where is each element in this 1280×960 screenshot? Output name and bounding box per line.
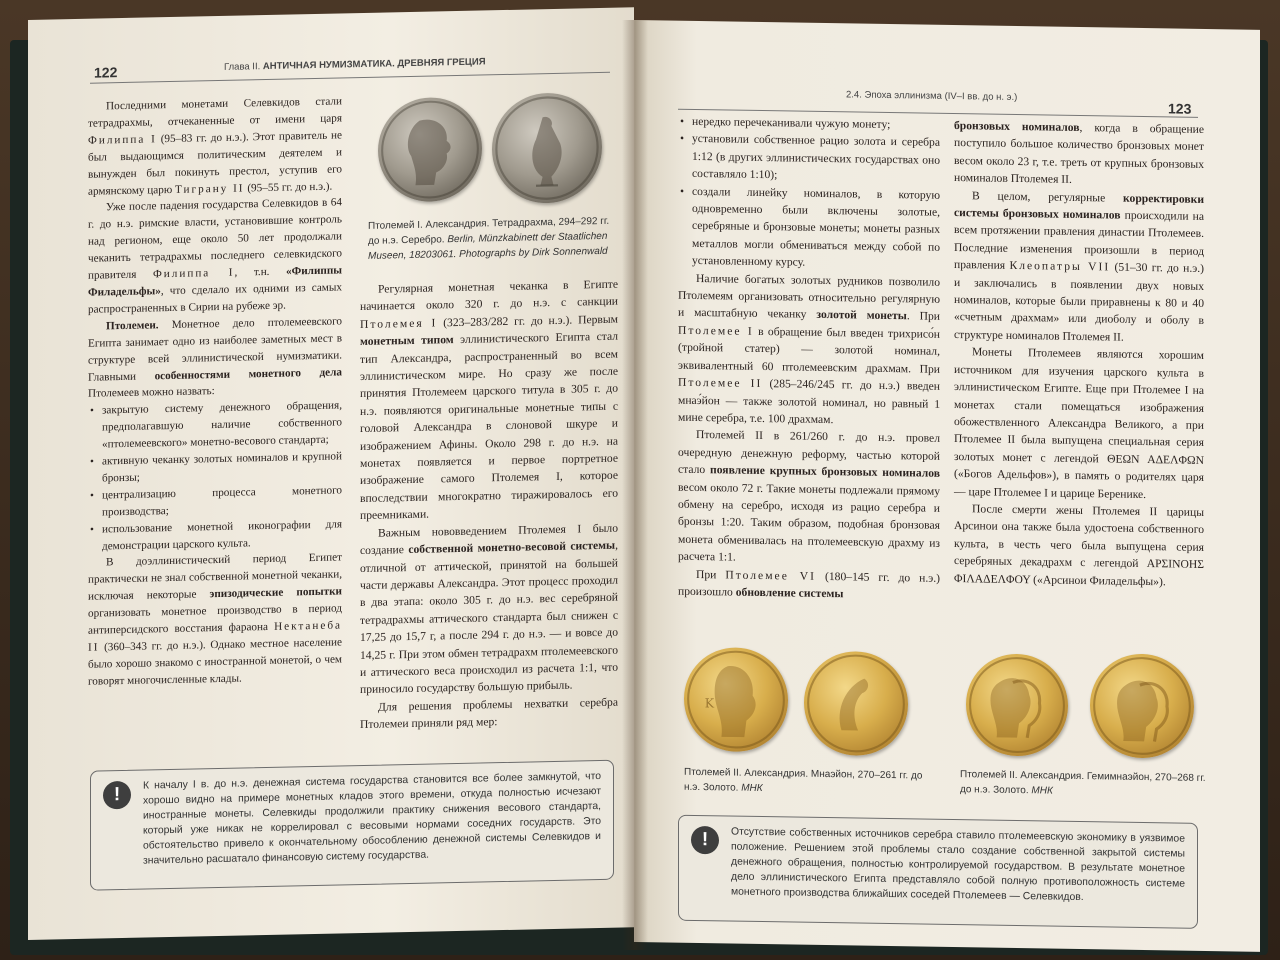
right-column-2	[954, 117, 1204, 591]
paragraph: бронзовых номиналов, когда в обращение поступило большое количество бронзовых монет весом около 23 г, т.е. треть от крупных бронзовых номиналов Птолемея II.	[954, 119, 1205, 187]
feature-list	[88, 398, 342, 555]
paragraph: Наличие богатых золотых рудников позволило Птолемеям организовать относительно регулярную и масштабную чеканку золотой монеты. При Птолемее I в обращение был введен трихрисо́н (тройной статер) — золотой номинал, эквивалентный 60 птолемеевским драхмам. При Птолемее II (285–246/245 гг. до н.э.) введен мнаэ́йон — также золотой номинал, но равный 1 мине серебра, т.е. 100 драхмам.	[678, 271, 941, 427]
paragraph: В доэллинистический период Египет практически не знал собственной монетной чеканки, исключая некоторые эпизодические попытки организовать монетное производство в период антиперсидского восстания фараона Нектанеба II (360–343 гг. до н.э.). Однако местное население было хорошо знакомо с иностранной монетой, о чем говорят многочисленные клады.	[88, 551, 342, 688]
paragraph: Птолемей II в 261/260 г. до н.э. провел очередную денежную реформу, частью которой стало появление крупных бронзовых номиналов весом около 72 г. Такие монеты подлежали прямому обмену на серебро, исходя из рацио серебра и бронзы 1:20. Таким образом, подобная бронзовая монета обменивалась на птолемеевскую драхму из расчета 1:1.	[678, 428, 940, 564]
running-head	[224, 56, 486, 72]
paragraph: При Птолемее VI (180–145 гг. до н.э.) произошло обновление системы	[678, 567, 940, 601]
cornucopia-reverse-coin	[804, 651, 908, 757]
exclamation-icon: !	[103, 781, 131, 810]
list-item: • установили собственное рацио золота и серебра 1:12 (в других эллинистических государствах оно составляло 1:10);	[692, 130, 940, 186]
ptolemy-portrait-coin	[378, 96, 482, 202]
note-box	[90, 760, 614, 891]
paragraph: В целом, регулярные корректировки системы бронзовых номиналов происходили на всем протяжении правления династии Птолемеев. Последние изменения произошли в период правления Клеопатры VII (51–30 гг. до н.э.) и заключались в появлении двух новых номиналов, которые были приравнены к 80 и 40 «счетным драхмам» или диоболу и оболу в структуре номиналов Птолемея II.	[954, 188, 1204, 344]
paragraph: Монеты Птолемеев являются хорошим источником для изучения царского культа в эллинистическом Египте. Еще при Птолемее I на монетах стали помещаться изображения обожествленного Александра Великого, а при Птолемее II была выпущена специальная серия золотых монет с легендой ΘΕΩΝ ΑΔΕΛΦΩΝ («Богов Адельфов»), в память о родителях царя — царе Птолемее I и царице Беренике.	[954, 345, 1204, 501]
paragraph: Для решения проблемы нехватки серебра Птолемеи приняли ряд мер:	[360, 695, 618, 732]
left-page	[28, 7, 634, 940]
arsinoe-portrait-coin	[684, 647, 788, 753]
theon-adelphon-coin-back	[1090, 653, 1194, 759]
page-number: 123	[1168, 100, 1192, 117]
measure-list	[678, 113, 940, 274]
paragraph: Важным нововведением Птолемея I было создание собственной монетно-весовой системы, отличной от аттической, принятой на большей части державы Александра. Этот процесс проходил в два этапа: около 305 г. до н.э. вес серебряной тетрадрахмы аттического стандарта был снижен с 17,25 до 15,7 г, а после 294 г. до н.э. — и вовсе до 14,25 г. При этом обмен тетрадрахм птолемеевского и аттического веса происходил из расчета 1:1, что приносило государству большую прибыль.	[360, 521, 618, 697]
left-column-1	[88, 93, 342, 690]
exclamation-icon: !	[691, 826, 719, 854]
paragraph: Последними монетами Селевкидов стали тетрадрахмы, отчеканенные от имени царя Филиппа I (95–83 гг. до н.э.). Этот правитель не был выдающимся политическим деятелем и вынужден был покинуть престол, уступив его армянскому царю Тиграну II (95–55 гг. до н.э.).	[88, 95, 342, 198]
right-page	[634, 20, 1260, 952]
page-number: 122	[94, 64, 118, 81]
photo-caption: Птолемей I. Александрия. Тетрадрахма, 294–292 гг. до н.э. Серебро. Berlin, Münzkabinett der Staatlichen Museen, 18203061. Photographs by Dirk Sonnenwald	[368, 215, 610, 262]
svg-text:K: K	[704, 695, 715, 711]
list-item: • создали линейку номиналов, в которую одновременно были включены золотые, серебряные и бронзовые монеты; монеты разных металлов могли обмениваться между собой по установленному курсу.	[692, 183, 940, 274]
list-item: • централизацию процесса монетного производства;	[102, 482, 342, 521]
list-item: • использование монетной иконографии для демонстрации царского культа.	[102, 516, 342, 555]
paragraph: Регулярная монетная чеканка в Египте начинается около 320 г. до н.э. с санкции Птолемея I (323–283/282 гг. до н.э.). Первым монетным типом эллинистического Египта стал тип Александра, распространенный во всем эллинистическом мире. Но сразу же после принятия Птолемеем царского титула в 305 г. до н.э. появляются оригинальные монетные типы с головой Александра в слоновой шкуре и изображением Афины. Около 298 г. до н.э. на монетах появляется и первое портретное изображение самого Птолемея I, которое впоследствии многократно тиражировалось его преемниками.	[360, 277, 619, 523]
coin-caption-mnaieon: Птолемей II. Александрия. Мнаэйон, 270–261 гг. до н.э. Золото. МНК	[684, 766, 923, 795]
note-text: К началу I в. до н.э. денежная система государства становится все более замкнутой, что хорошо видно на примере монетных кладов этого времени, откуда полностью исчезают иностранные монеты. Селевкиды продолжили практику снижения весового стандарта, который уже никак не коррелировал с весовыми нормами соседних государств. Это обстоятельство привело к окончательному обособлению денежной системы Селевкидов и значительно расшатало финансовую систему государства.	[143, 770, 601, 867]
eagle-reverse-coin	[492, 92, 602, 204]
theon-adelphon-coin-front	[966, 653, 1068, 757]
book-gutter	[622, 20, 648, 950]
running-head-title: АНТИЧНАЯ НУМИЗМАТИКА. ДРЕВНЯЯ ГРЕЦИЯ	[262, 56, 486, 73]
running-head-chapter: Глава II.	[224, 61, 261, 73]
running-head: 2.4. Эпоха эллинизма (IV–I вв. до н. э.)	[846, 89, 1018, 104]
coin-caption-hemimnaieon: Птолемей II. Александрия. Гемимнаэйон, 270–268 гг. до н.э. Золото. МНК	[960, 769, 1206, 797]
list-item: • активную чеканку золотых номиналов и крупной бронзы;	[102, 448, 342, 487]
header-rule	[90, 72, 610, 84]
paragraph: Уже после падения государства Селевкидов в 64 г. до н.э. римские власти, установившие контроль над регионом, еще около 50 лет продолжали чеканить тетрадрахмы последнего селевкидского правителя Филиппа I, т.н. «Филиппы Филадельфы», что сделало их одними из самых распространенных в Сирии на рубеже эр.	[88, 196, 343, 316]
list-item: • закрытую систему денежного обращения, предполагавшую наличие собственного «птолемеевского» монетно-весового стандарта;	[102, 398, 342, 454]
paragraph: Птолемеи. Монетное дело птолемеевского Египта занимает одно из наиболее заметных мест в структуре всей эллинистической нумизматики. Главными особенностями монетного дела Птолемеев можно назвать:	[88, 315, 343, 401]
paragraph: После смерти жены Птолемея II царицы Арсинои она также была удостоена собственного культа, в честь чего была выпущена серия серебряных декадрахм с легендой ΑΡΣΙΝΟΗΣ ΦΙΛΑΔΕΛΦΟΥ («Арсинои Филадельфы»).	[954, 502, 1204, 588]
right-column-1	[678, 113, 940, 604]
list-item: • нередко перечеканивали чужую монету;	[692, 113, 940, 134]
note-text: Отсутствие собственных источников серебра ставило птолемеевскую экономику в уязвимое положение. Решением этой проблемы стало создание собственной закрытой системы денежного обращения, полностью контролируемой государством. В результате монетное дело эллинистического Египта представляло собой полную противоположность системе монетного производства ближайших соседей Птолемеев — Селевкидов.	[731, 826, 1185, 904]
note-box	[678, 815, 1198, 929]
left-column-2	[360, 276, 618, 734]
